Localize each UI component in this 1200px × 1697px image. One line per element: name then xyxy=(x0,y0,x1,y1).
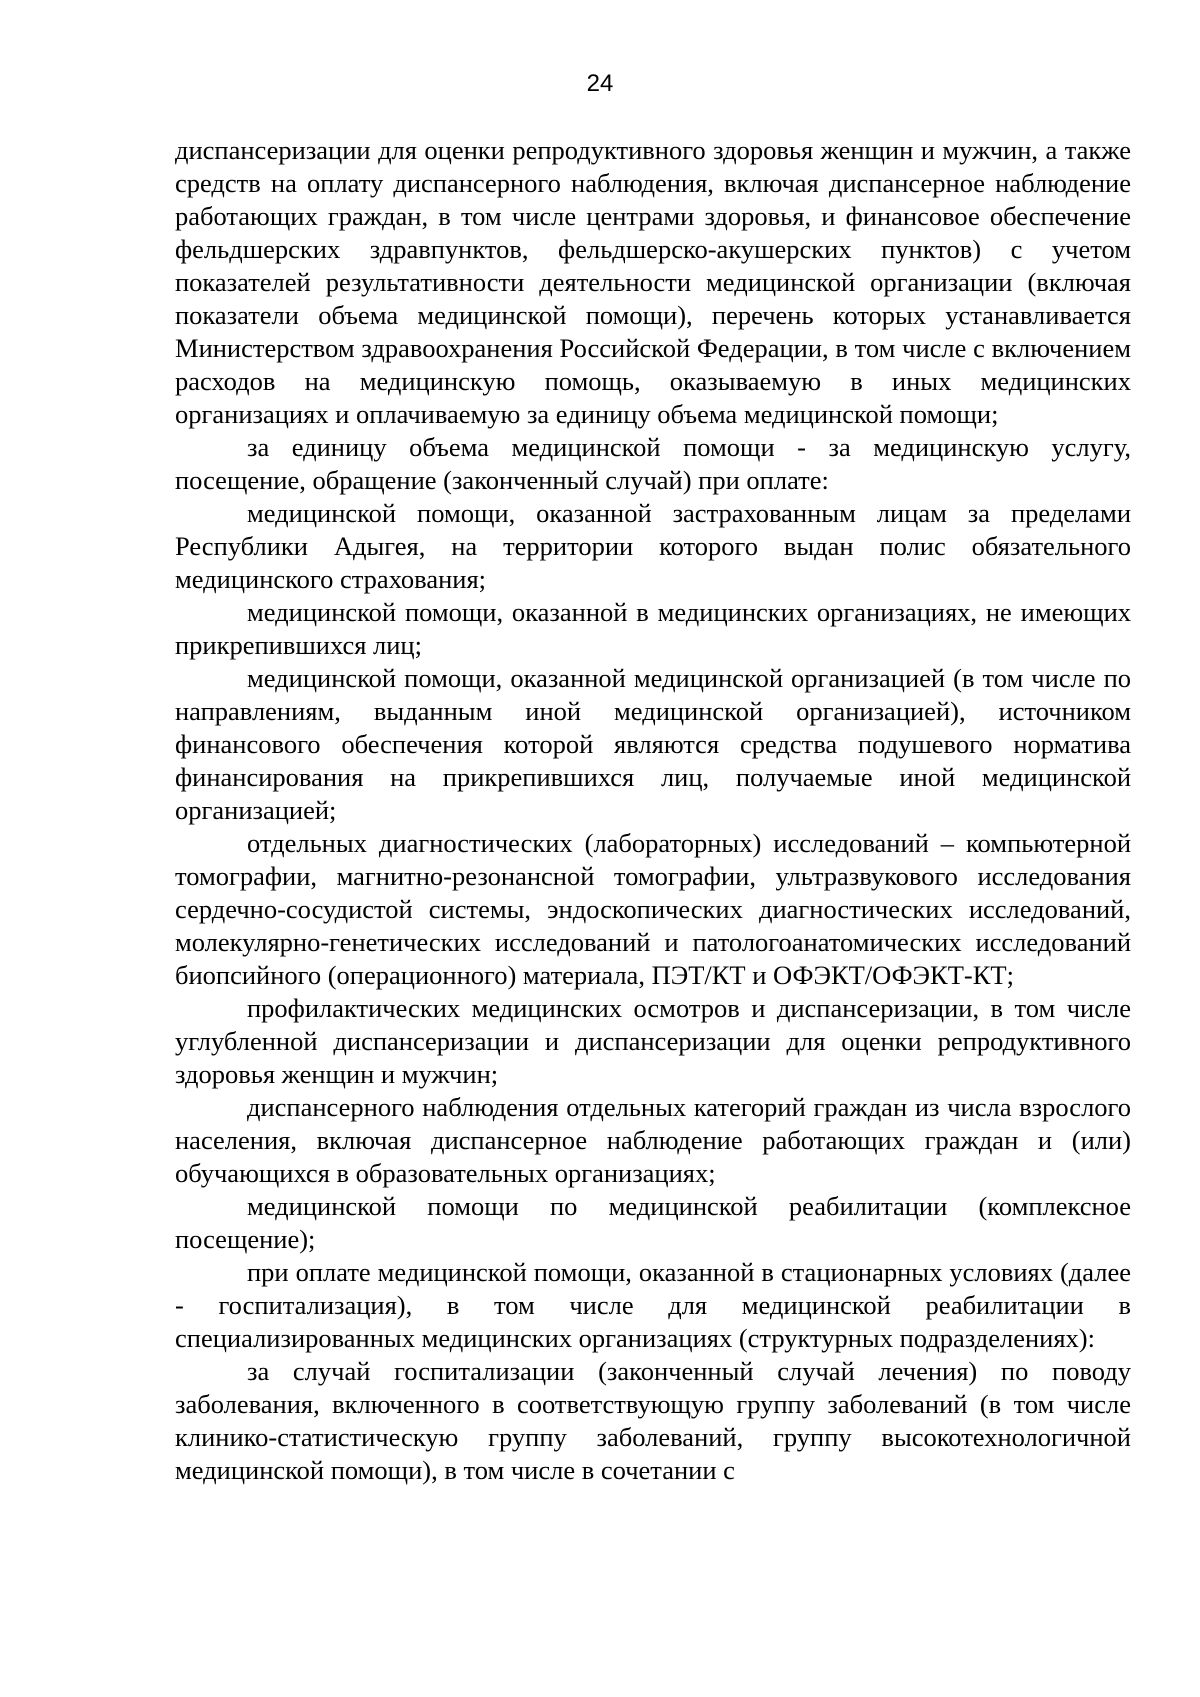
paragraph: за единицу объема медицинской помощи - за медицинскую услугу, посещение, обращение (законченный случай) при оплате: xyxy=(175,432,1131,495)
paragraph: отдельных диагностических (лабораторных) исследований – компьютерной томографии, магнитно-резонансной томографии, ультразвукового исследования сердечно-сосудистой системы, эндоскопических диагностических исследований, молекулярно-генетических исследований и патологоанатомических исследований биопсийного (операционного) материала, ПЭТ/КТ и ОФЭКТ/ОФЭКТ-КТ; xyxy=(175,828,1131,990)
body-text xyxy=(175,134,1131,1487)
paragraph: при оплате медицинской помощи, оказанной в стационарных условиях (далее - госпитализация), в том числе для медицинской реабилитации в специализированных медицинских организациях (структурных подразделениях): xyxy=(175,1257,1131,1353)
paragraph: диспансеризации для оценки репродуктивного здоровья женщин и мужчин, а также средств на оплату диспансерного наблюдения, включая диспансерное наблюдение работающих граждан, в том числе центрами здоровья, и финансовое обеспечение фельдшерских здравпунктов, фельдшерско-акушерских пунктов) с учетом показателей результативности деятельности медицинской организации (включая показатели объема медицинской помощи), перечень которых устанавливается Министерством здравоохранения Российской Федерации, в том числе с включением расходов на медицинскую помощь, оказываемую в иных медицинских организациях и оплачиваемую за единицу объема медицинской помощи; xyxy=(175,135,1131,429)
paragraph: медицинской помощи, оказанной медицинской организацией (в том числе по направлениям, выданным иной медицинской организацией), источником финансового обеспечения которой являются средства подушевого норматива финансирования на прикрепившихся лиц, получаемые иной медицинской организацией; xyxy=(175,663,1131,825)
page-number: 24 xyxy=(586,70,614,97)
paragraph: диспансерного наблюдения отдельных категорий граждан из числа взрослого населения, включая диспансерное наблюдение работающих граждан и (или) обучающихся в образовательных организациях; xyxy=(175,1092,1131,1188)
paragraph: профилактических медицинских осмотров и диспансеризации, в том числе углубленной диспансеризации и диспансеризации для оценки репродуктивного здоровья женщин и мужчин; xyxy=(175,993,1131,1089)
paragraph: медицинской помощи, оказанной застрахованным лицам за пределами Республики Адыгея, на территории которого выдан полис обязательного медицинского страхования; xyxy=(175,498,1131,594)
paragraph: медицинской помощи по медицинской реабилитации (комплексное посещение); xyxy=(175,1191,1131,1254)
paragraph: медицинской помощи, оказанной в медицинских организациях, не имеющих прикрепившихся лиц; xyxy=(175,597,1131,660)
paragraph: за случай госпитализации (законченный случай лечения) по поводу заболевания, включенного в соответствующую группу заболеваний (в том числе клинико-статистическую группу заболеваний, группу высокотехнологичной медицинской помощи), в том числе в сочетании с xyxy=(175,1356,1131,1485)
